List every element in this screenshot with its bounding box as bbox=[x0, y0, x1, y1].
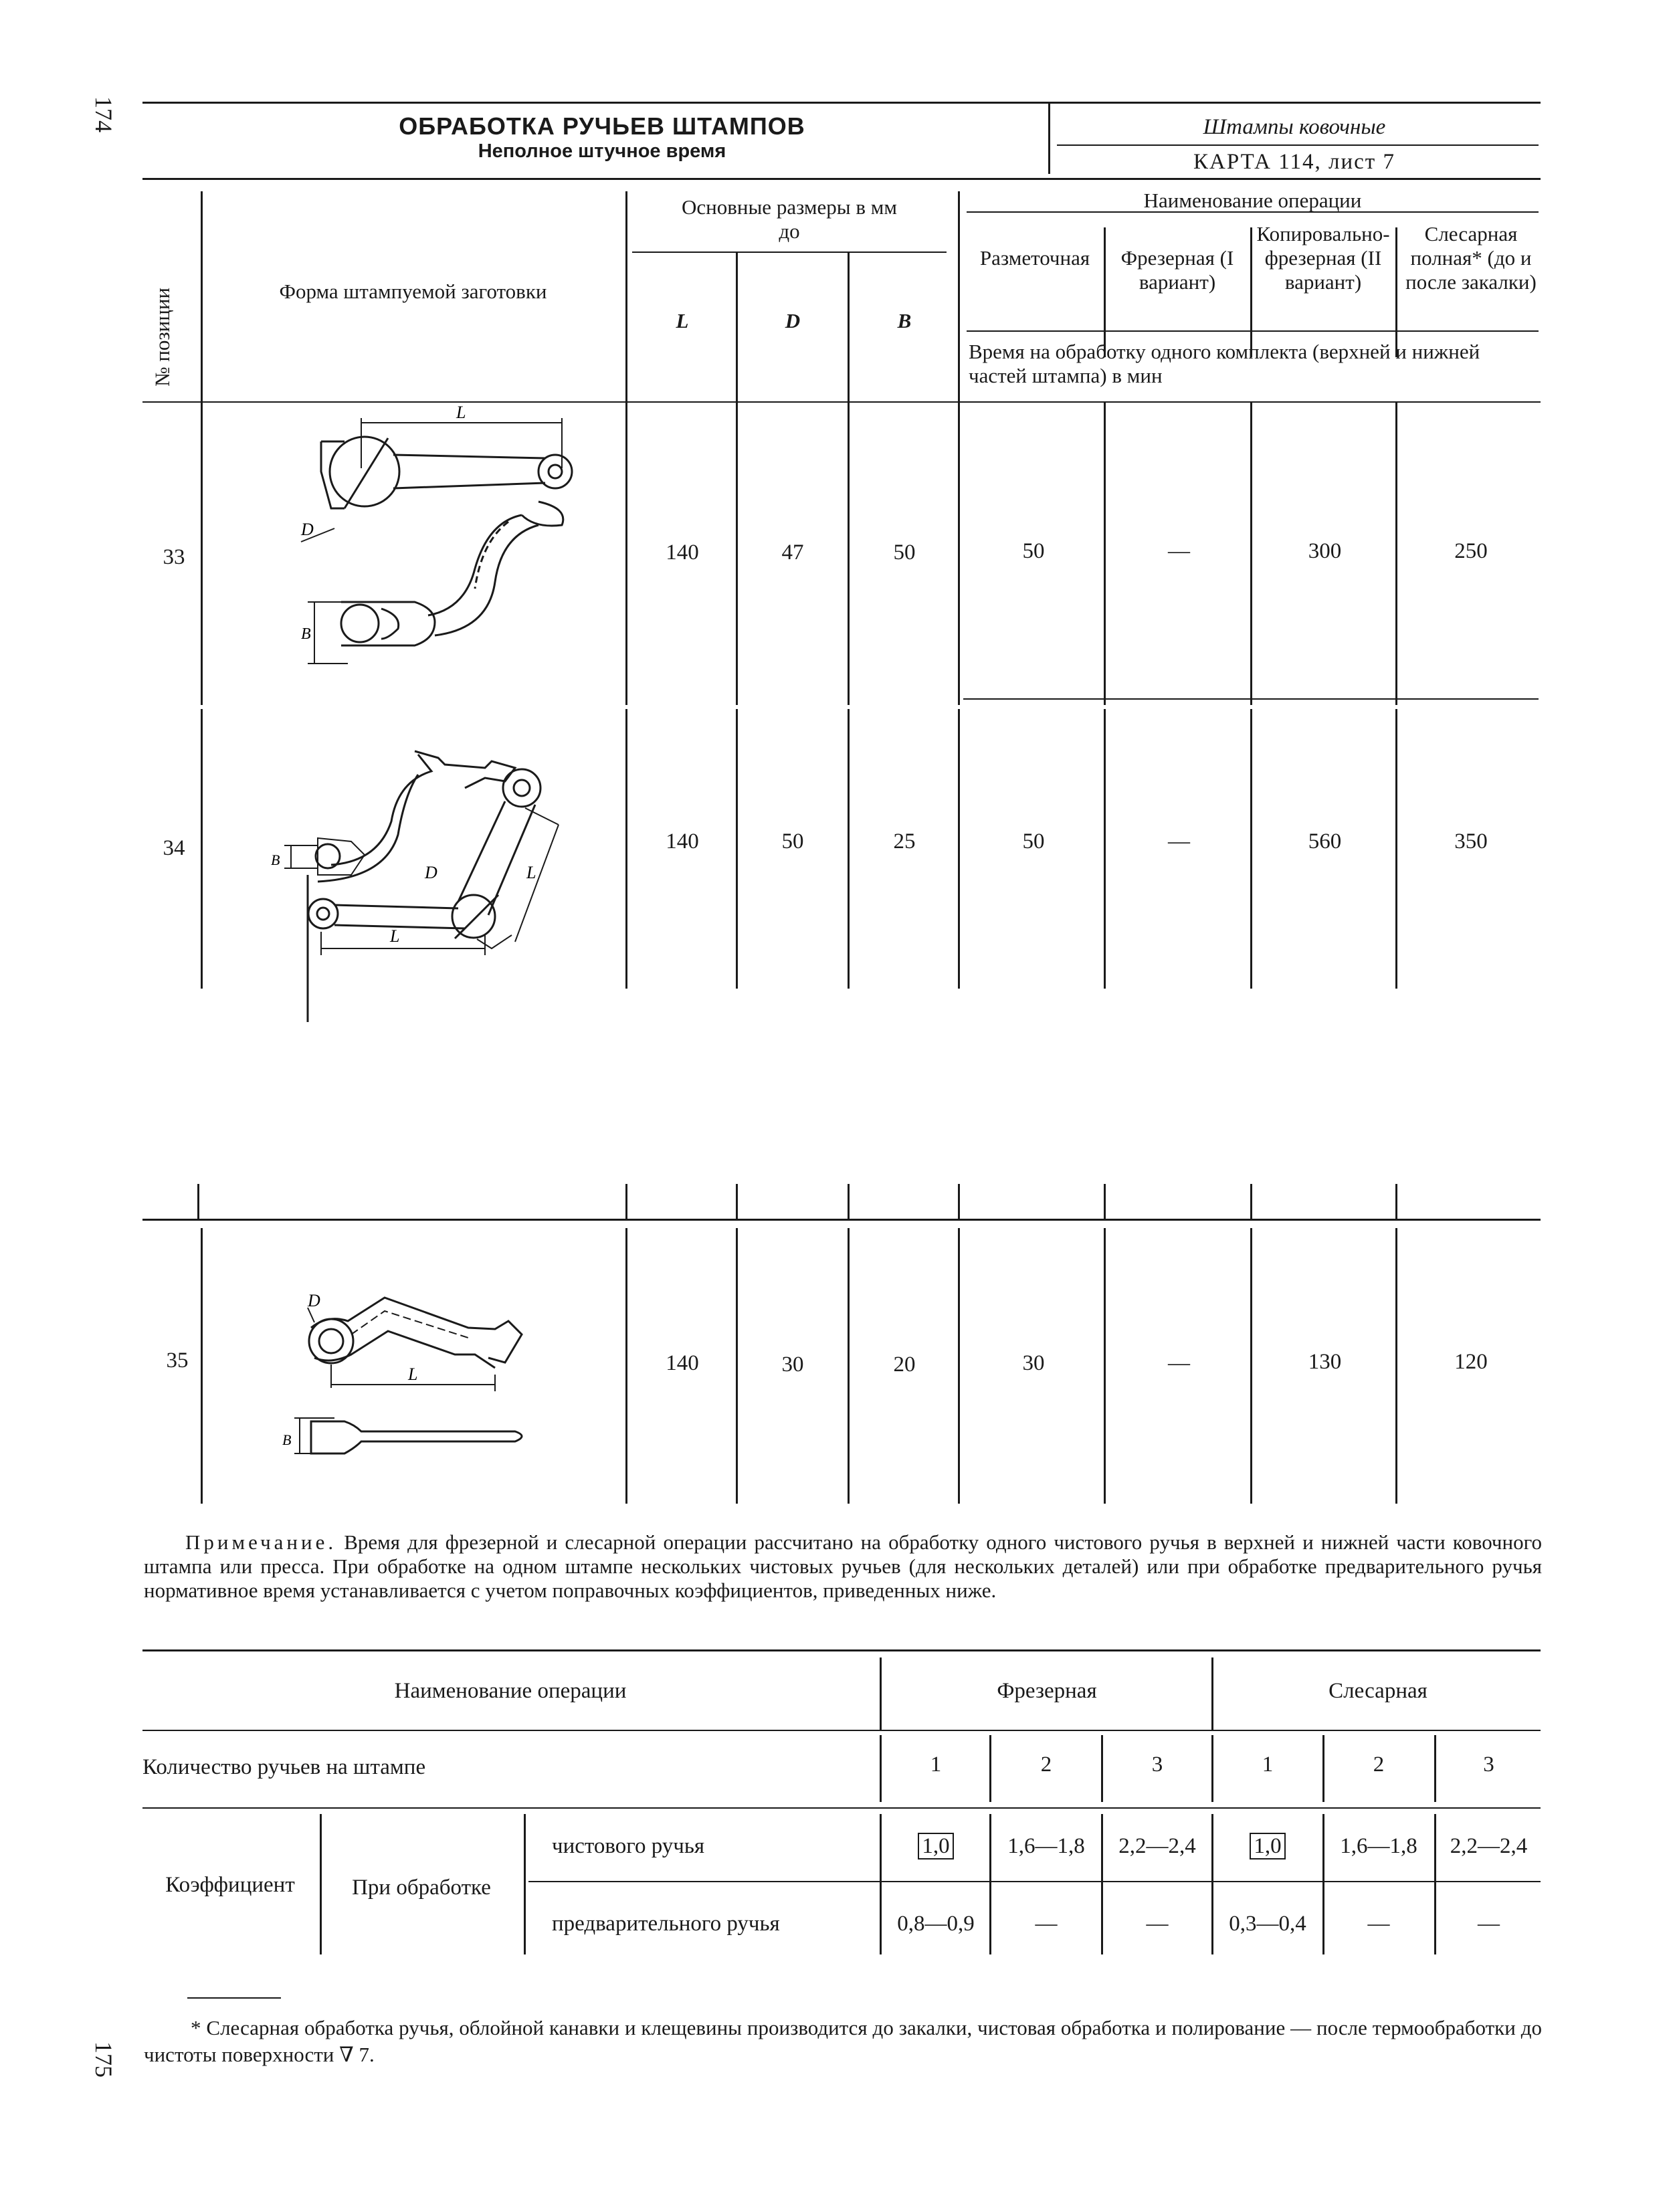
table-line bbox=[1322, 1735, 1324, 1802]
row-position: 34 bbox=[163, 836, 185, 860]
note-text: Время для фрезерной и слесарной операции рассчитано на обработку одного чистового ручья в верхней и нижней части ковочного штампа или пресса. При обработке на одном штампе нескольких чистовых ручьев (для нескольких деталей) или при обработке предварительного ручья нормативное время устанавливается с учетом поправочных коэффициентов, приведенных ниже. bbox=[144, 1530, 1543, 1602]
table-line bbox=[958, 1228, 960, 1504]
table-line bbox=[958, 191, 960, 705]
table-line bbox=[528, 1881, 1541, 1882]
header-category: Штампы ковочные bbox=[1203, 115, 1386, 139]
coef-fitting-header: Слесарная bbox=[1328, 1679, 1427, 1703]
coef-finish-value: 1,0 bbox=[1214, 1834, 1321, 1859]
table-line bbox=[1322, 1814, 1324, 1954]
table-line bbox=[1104, 1184, 1106, 1219]
col-B-header: B bbox=[897, 309, 912, 332]
table-line bbox=[848, 1184, 850, 1219]
coef-pre-value: — bbox=[1478, 1912, 1500, 1936]
col-position-header: № позиции bbox=[151, 287, 174, 387]
coef-finish-value: 2,2—2,4 bbox=[1450, 1834, 1528, 1858]
table-line bbox=[880, 1657, 882, 1730]
coef-pre-value: — bbox=[1146, 1912, 1169, 1936]
dim-label-D: D bbox=[301, 520, 314, 539]
col-form-header: Форма штампуемой заготовки bbox=[279, 280, 547, 303]
cell-marking: 50 bbox=[1022, 829, 1045, 853]
cell-milling1: — bbox=[1168, 829, 1190, 853]
table-line bbox=[197, 1184, 199, 1219]
card-number: КАРТА 114, лист 7 bbox=[1193, 150, 1395, 174]
table-line bbox=[958, 709, 960, 989]
table-line bbox=[848, 252, 850, 705]
coef-pre-value: — bbox=[1035, 1912, 1058, 1936]
table-line bbox=[1104, 227, 1106, 357]
table-line bbox=[1395, 1228, 1397, 1504]
table-line bbox=[736, 1184, 738, 1219]
col-D-header: D bbox=[785, 309, 801, 332]
row-position: 35 bbox=[166, 1348, 189, 1373]
cell-L: 140 bbox=[666, 1351, 699, 1375]
table-line bbox=[201, 709, 203, 989]
dim-label-L: L bbox=[526, 863, 536, 882]
table-line bbox=[848, 1228, 850, 1504]
coef-count: 3 bbox=[1483, 1752, 1494, 1777]
table-line bbox=[1101, 1735, 1103, 1802]
cell-marking: 50 bbox=[1022, 539, 1045, 563]
table-line bbox=[625, 191, 627, 705]
coef-finish-value: 1,6—1,8 bbox=[1007, 1834, 1085, 1858]
dim-label-B: B bbox=[301, 625, 311, 643]
table-line bbox=[1104, 1228, 1106, 1504]
cell-fitting: 120 bbox=[1454, 1350, 1488, 1374]
cell-B: 25 bbox=[893, 829, 916, 853]
table-line bbox=[989, 1814, 991, 1954]
table-line bbox=[201, 191, 203, 705]
dim-label-D: D bbox=[425, 863, 437, 882]
table-line bbox=[1101, 1814, 1103, 1954]
table-line bbox=[736, 252, 738, 705]
table-line bbox=[524, 1814, 526, 1954]
cell-D: 47 bbox=[781, 540, 804, 565]
time-caption: Время на обработку одного комплекта (верхней и нижней частей штампа) в мин bbox=[969, 340, 1480, 387]
table-line bbox=[1434, 1735, 1436, 1802]
coef-op-header: Наименование операции bbox=[394, 1679, 627, 1703]
coef-milling-header: Фрезерная bbox=[997, 1679, 1097, 1703]
coef-when-label: При обработке bbox=[352, 1876, 491, 1900]
sizes-group-header: Основные размеры в мм до bbox=[682, 195, 897, 243]
coef-pre-label: предварительного ручья bbox=[552, 1912, 780, 1936]
header-mid-rule bbox=[1057, 144, 1539, 146]
cell-D: 50 bbox=[781, 829, 804, 853]
page-title: ОБРАБОТКА РУЧЬЕВ ШТАМПОВ bbox=[399, 112, 805, 140]
table-line bbox=[967, 330, 1539, 332]
table-line bbox=[201, 1228, 203, 1504]
col-copymilling-header: Копировально-фрезерная (II вариант) bbox=[1256, 222, 1390, 294]
dim-label-L: L bbox=[408, 1365, 418, 1384]
table-line bbox=[1395, 709, 1397, 989]
note-label: Примечание. bbox=[185, 1530, 337, 1554]
col-marking-header: Разметочная bbox=[979, 246, 1090, 270]
table-line bbox=[625, 1184, 627, 1219]
table-line bbox=[880, 1735, 882, 1802]
dim-label-L: L bbox=[390, 926, 400, 946]
cell-B: 50 bbox=[893, 540, 916, 565]
dim-label-D: D bbox=[308, 1291, 320, 1310]
cell-L: 140 bbox=[666, 540, 699, 565]
table-line bbox=[625, 709, 627, 989]
page-number-top: 174 bbox=[90, 96, 117, 132]
footnote-rule bbox=[187, 1997, 281, 1999]
page-number-bottom: 175 bbox=[90, 2041, 117, 2078]
cell-milling1: — bbox=[1168, 1351, 1190, 1375]
cell-milling1: — bbox=[1168, 539, 1190, 563]
table-line bbox=[1250, 227, 1252, 357]
cell-copymilling: 130 bbox=[1308, 1350, 1342, 1374]
coef-count: 1 bbox=[930, 1752, 942, 1777]
table-line bbox=[142, 1807, 1541, 1809]
coef-finish-value: 1,0 bbox=[883, 1834, 989, 1859]
cell-D: 30 bbox=[781, 1352, 804, 1377]
table-line bbox=[1104, 401, 1106, 705]
note-paragraph bbox=[144, 1530, 1542, 1603]
dim-label-B: B bbox=[282, 1431, 292, 1448]
cell-fitting: 250 bbox=[1454, 539, 1488, 563]
cell-marking: 30 bbox=[1022, 1351, 1045, 1375]
table-line bbox=[1395, 1184, 1397, 1219]
coef-count: 1 bbox=[1262, 1752, 1274, 1777]
table-line bbox=[142, 1649, 1541, 1651]
coef-label: Коэффициент bbox=[165, 1873, 295, 1897]
cell-fitting: 350 bbox=[1454, 829, 1488, 853]
table-line bbox=[736, 709, 738, 989]
coef-finish-value: 2,2—2,4 bbox=[1118, 1834, 1196, 1858]
table-line bbox=[1434, 1814, 1436, 1954]
table-line bbox=[1395, 401, 1397, 705]
table-line bbox=[1211, 1657, 1213, 1730]
coef-finish-label: чистового ручья bbox=[552, 1834, 705, 1858]
page-subtitle: Неполное штучное время bbox=[478, 140, 726, 162]
cell-L: 140 bbox=[666, 829, 699, 853]
coef-pre-value: 0,8—0,9 bbox=[897, 1912, 975, 1936]
table-line bbox=[625, 1228, 627, 1504]
coef-count: 3 bbox=[1151, 1752, 1163, 1777]
table-line bbox=[142, 1730, 1541, 1731]
drawing-part-34 bbox=[264, 741, 585, 995]
coef-count-label: Количество ручьев на штампе bbox=[142, 1755, 426, 1779]
cell-copymilling: 300 bbox=[1308, 539, 1342, 563]
table-line bbox=[1250, 1228, 1252, 1504]
table-line bbox=[1250, 1184, 1252, 1219]
table-line bbox=[963, 698, 1539, 700]
header-bottom-rule bbox=[142, 178, 1541, 180]
footnote: * Слесарная обработка ручья, облойной канавки и клещевины производится до закалки, чистовая обработка и полирование — после термообработки до чистоты поверхности ∇ 7. bbox=[144, 2016, 1542, 2066]
cell-copymilling: 560 bbox=[1308, 829, 1342, 853]
col-milling1-header: Фрезерная (I вариант) bbox=[1120, 246, 1234, 294]
ops-group-header: Наименование операции bbox=[1143, 189, 1362, 212]
coef-count: 2 bbox=[1373, 1752, 1385, 1777]
cell-B: 20 bbox=[893, 1352, 916, 1377]
drawing-part-35 bbox=[274, 1281, 562, 1468]
coef-pre-value: — bbox=[1367, 1912, 1390, 1936]
coef-pre-value: 0,3—0,4 bbox=[1229, 1912, 1306, 1936]
table-line bbox=[142, 1219, 1541, 1221]
row-position: 33 bbox=[163, 545, 185, 569]
col-L-header: L bbox=[676, 309, 689, 332]
header-top-rule bbox=[142, 102, 1541, 104]
col-fitting-header: Слесарная полная* (до и после закалки) bbox=[1405, 222, 1537, 294]
table-line bbox=[1250, 709, 1252, 989]
coef-finish-value: 1,6—1,8 bbox=[1340, 1834, 1417, 1858]
table-line bbox=[142, 401, 1541, 403]
table-line bbox=[989, 1735, 991, 1802]
table-line bbox=[1104, 709, 1106, 989]
table-line bbox=[880, 1814, 882, 1954]
dim-label-L: L bbox=[456, 403, 466, 422]
drawing-part-33 bbox=[281, 403, 602, 676]
dim-label-B: B bbox=[271, 851, 280, 868]
table-line bbox=[632, 252, 947, 253]
table-line bbox=[1211, 1814, 1213, 1954]
table-line bbox=[1250, 401, 1252, 705]
table-line bbox=[848, 709, 850, 989]
table-line bbox=[736, 1228, 738, 1504]
table-line bbox=[1395, 227, 1397, 357]
coef-count: 2 bbox=[1040, 1752, 1052, 1777]
table-line bbox=[958, 1184, 960, 1219]
header-divider bbox=[1048, 102, 1050, 174]
table-line bbox=[1211, 1735, 1213, 1802]
